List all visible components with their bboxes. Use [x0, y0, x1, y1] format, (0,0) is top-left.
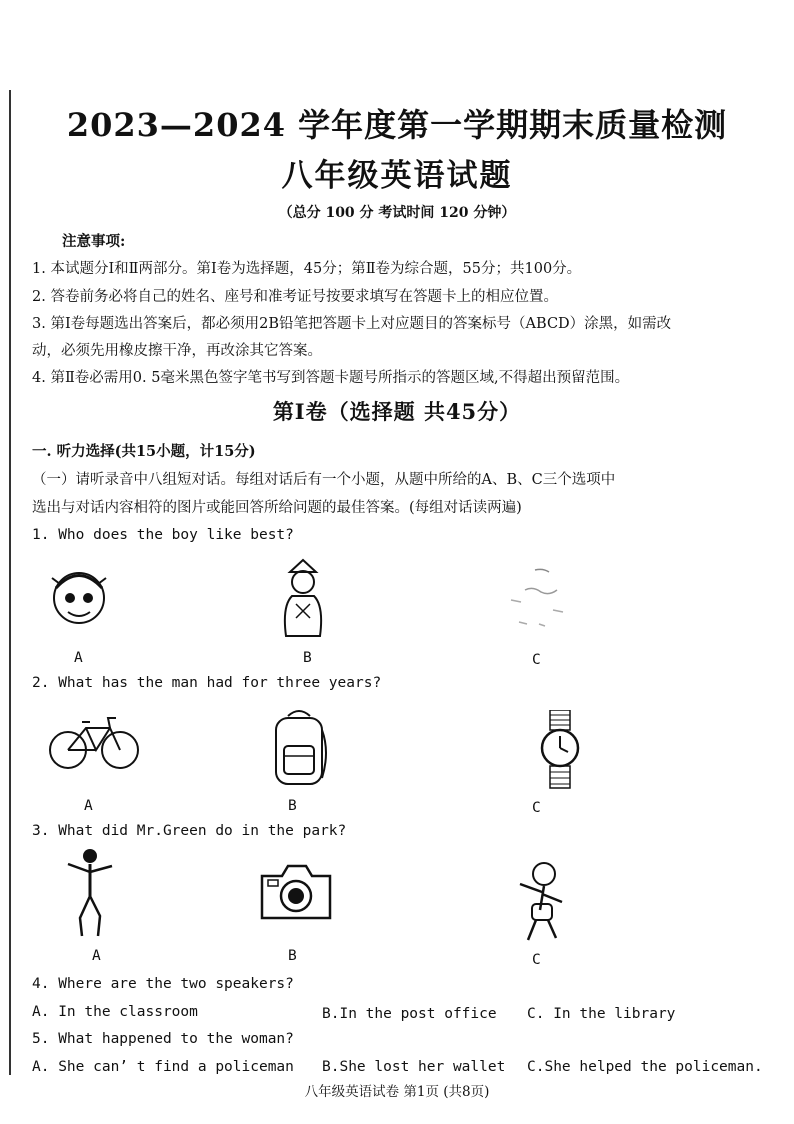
notice-line-3: 3. 第Ⅰ卷每题选出答案后，都必须用2B铅笔把答题卡上对应题目的答案标号（ABCD）涂黑，如需改: [32, 316, 672, 332]
camera-icon: [258, 862, 334, 922]
monkey-king-icon: [48, 558, 110, 633]
question-2: 2. What has the man had for three years?: [32, 675, 382, 691]
notice-line-2: 2. 答卷前务必将自己的姓名、座号和准考证号按要求填写在答题卡上的相应位置。: [32, 289, 558, 305]
q2-option-a: A: [84, 798, 93, 814]
q1-option-a: A: [74, 650, 83, 666]
backpack-icon: [268, 706, 330, 788]
bicycle-icon: [48, 712, 140, 772]
wristwatch-icon: [538, 710, 582, 790]
page-footer: 八年级英语试卷 第1页 (共8页): [304, 1084, 490, 1100]
notice-line-4: 动，必须先用橡皮擦干净，再改涂其它答案。: [32, 343, 322, 359]
question-4: 4. Where are the two speakers?: [32, 976, 294, 992]
q1-option-c: C: [532, 652, 541, 668]
question-1: 1. Who does the boy like best?: [32, 527, 294, 543]
q5-choice-a: A. She can’ t find a policeman: [32, 1059, 294, 1075]
exam-subtitle: 八年级英语试题: [281, 158, 513, 194]
part-instruction-2: 选出与对话内容相符的图片或能回答所给问题的最佳答案。(每组对话读两遍): [32, 500, 522, 516]
question-3: 3. What did Mr.Green do in the park?: [32, 823, 347, 839]
q4-choice-c: C. In the library: [527, 1006, 676, 1022]
q4-choice-a: A. In the classroom: [32, 1004, 198, 1020]
section-title: 第Ⅰ卷（选择题 共45分）: [272, 399, 522, 424]
taichi-man-icon: [62, 846, 118, 938]
notice-line-5: 4. 第Ⅱ卷必需用0. 5毫米黑色签字笔书写到答题卡题号所指示的答题区域,不得超出预留范围。: [32, 370, 630, 386]
q3-option-b: B: [288, 948, 297, 964]
q2-option-b: B: [288, 798, 297, 814]
binding-margin-line: [9, 90, 11, 1075]
q3-option-c: C: [532, 952, 541, 968]
question-5: 5. What happened to the woman?: [32, 1031, 294, 1047]
score-time-note: （总分 100 分 考试时间 120 分钟）: [278, 205, 516, 221]
notice-heading: 注意事项:: [62, 233, 126, 250]
q2-option-c: C: [532, 800, 541, 816]
exam-title: 2023—2024 学年度第一学期期末质量检测: [66, 106, 728, 144]
q4-choice-b: B.In the post office: [322, 1006, 497, 1022]
notice-line-1: 1. 本试题分Ⅰ和Ⅱ两部分。第Ⅰ卷为选择题，45分；第Ⅱ卷为综合题，55分；共100分。: [32, 261, 582, 277]
part-instruction-1: （一）请听录音中八组短对话。每组对话后有一个小题，从题中所给的A、B、C三个选项中: [32, 472, 616, 488]
running-child-icon: [512, 860, 572, 942]
q3-option-a: A: [92, 948, 101, 964]
q1-option-b: B: [303, 650, 312, 666]
part-heading: 一. 听力选择(共15小题，计15分): [32, 443, 256, 460]
faded-figure-icon: [505, 562, 575, 632]
q5-choice-c: C.She helped the policeman.: [527, 1059, 763, 1075]
monk-tang-icon: [272, 558, 334, 638]
q5-choice-b: B.She lost her wallet: [322, 1059, 506, 1075]
